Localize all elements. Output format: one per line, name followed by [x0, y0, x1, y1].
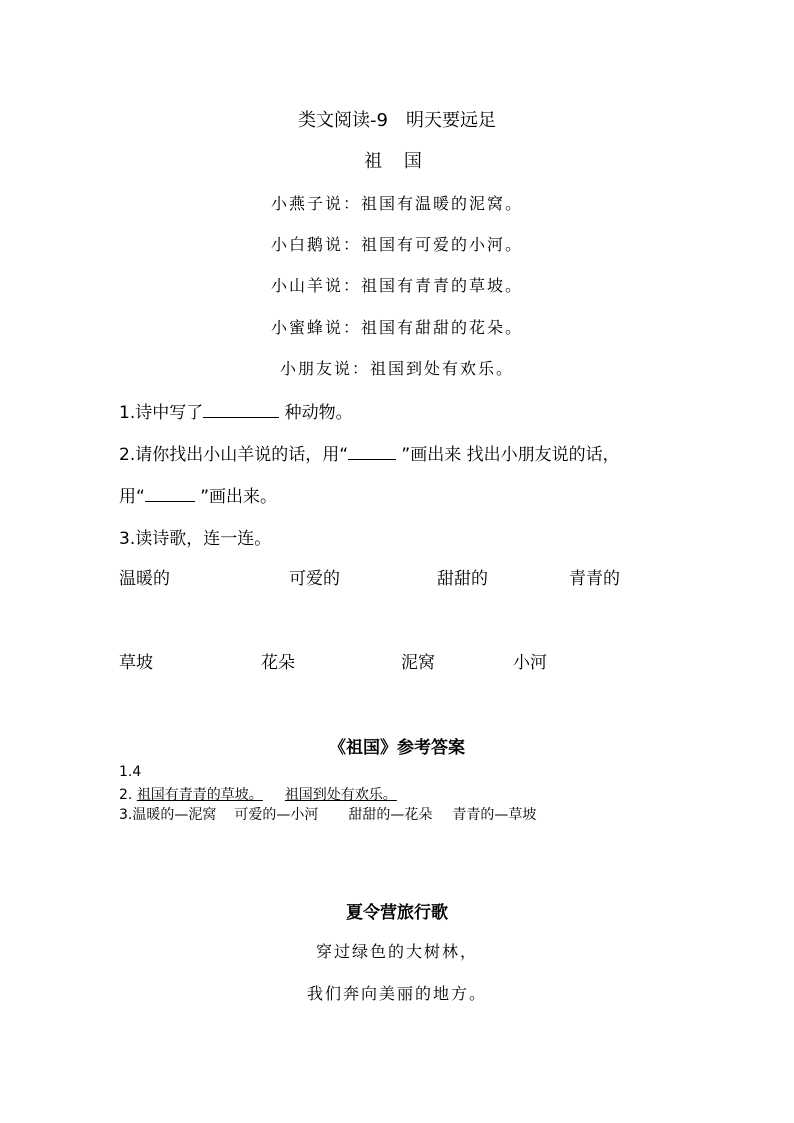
match-word-left[interactable]: 青青的	[569, 569, 620, 589]
match-word-right[interactable]: 花朵	[261, 653, 295, 673]
answer-3-pair: 甜甜的—花朵	[348, 807, 433, 823]
question-3: 3.读诗歌，连一连。	[119, 529, 272, 549]
match-word-right[interactable]: 泥窝	[401, 653, 435, 673]
answer-key-title: 《祖国》参考答案	[329, 738, 465, 758]
poem-line: 小山羊说：祖国有青青的草坡。	[270, 276, 523, 295]
match-word-left[interactable]: 甜甜的	[437, 569, 488, 589]
answer-3-pair: 3.温暖的—泥窝	[119, 807, 217, 823]
poem-line: 小白鹅说：祖国有可爱的小河。	[270, 235, 523, 254]
match-word-left[interactable]: 可爱的	[289, 569, 340, 589]
question-1-text: 1.诗中写了	[119, 403, 204, 423]
underline-sample-blank	[145, 485, 195, 502]
answer-2-prefix: 2.	[119, 787, 137, 803]
document-title: 类文阅读-9 明天要远足	[298, 110, 496, 131]
answer-blank[interactable]	[203, 401, 279, 418]
question-2-line-2	[119, 482, 277, 507]
answer-3-pair: 可爱的—小河	[234, 807, 319, 823]
poem-title: 祖 国	[364, 151, 430, 172]
answer-2	[119, 784, 397, 804]
question-2-text: 用“	[119, 487, 145, 507]
song-line: 穿过绿色的大树林，	[315, 942, 478, 961]
song-title: 夏令营旅行歌	[346, 903, 448, 923]
answer-1: 1.4	[119, 764, 142, 780]
answer-3-pair: 青青的—草坡	[452, 807, 537, 823]
match-word-left[interactable]: 温暖的	[119, 569, 170, 589]
answer-2-part-2: 祖国到处有欢乐。	[284, 787, 397, 803]
answer-2-part-1: 祖国有青青的草坡。	[136, 787, 263, 803]
poem-line: 小燕子说：祖国有温暖的泥窝。	[270, 194, 523, 213]
poem-line: 小蜜蜂说：祖国有甜甜的花朵。	[270, 318, 523, 337]
question-2-text: 2.请你找出小山羊说的话，用“	[119, 445, 349, 465]
answer-3	[119, 804, 536, 824]
match-word-right[interactable]: 草坡	[119, 653, 153, 673]
song-line: 我们奔向美丽的地方。	[306, 984, 487, 1003]
question-2-text-cont: ”画出来 找出小朋友说的话，	[396, 445, 620, 465]
underline-sample-blank	[348, 443, 396, 460]
question-2-text-cont: ”画出来。	[194, 487, 278, 507]
question-1	[119, 398, 353, 423]
question-1-suffix: 种动物。	[279, 403, 353, 423]
question-2-line-1	[119, 440, 620, 465]
poem-line: 小朋友说：祖国到处有欢乐。	[279, 359, 514, 378]
match-word-right[interactable]: 小河	[513, 653, 547, 673]
